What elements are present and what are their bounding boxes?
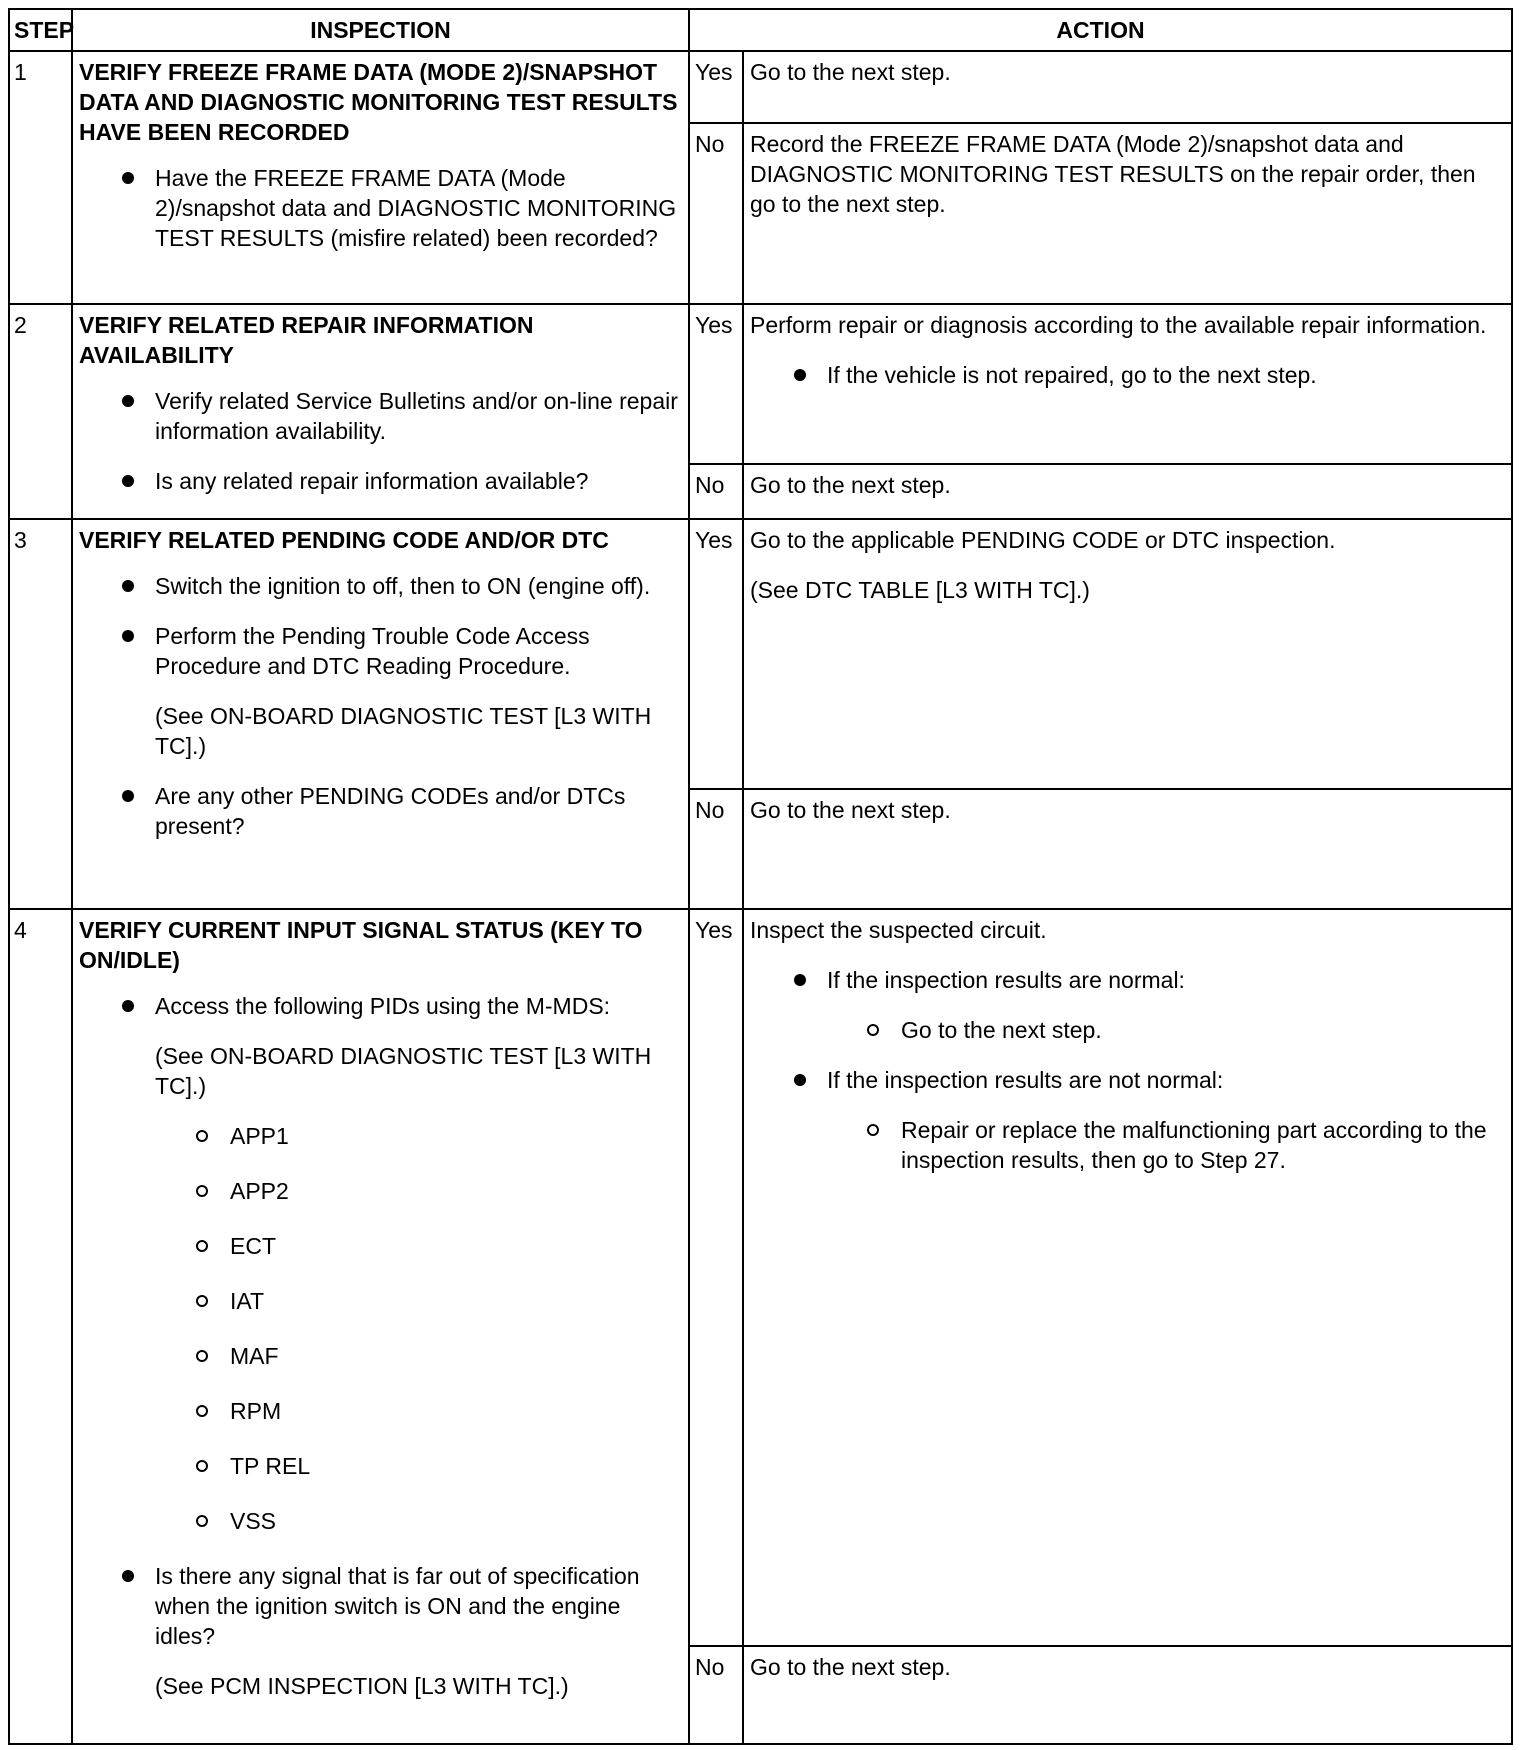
yes-action — [743, 51, 1512, 123]
action-text: Go to the next step. — [750, 797, 951, 824]
pid-item: APP2 — [79, 1176, 682, 1206]
yes-action — [743, 909, 1512, 1646]
no-label: No — [689, 464, 743, 519]
yes-action — [743, 519, 1512, 789]
inspection-item: Perform the Pending Trouble Code Access Procedure and DTC Reading Procedure. — [79, 621, 682, 681]
pid-item: IAT — [79, 1286, 682, 1316]
inspection-item: Switch the ignition to off, then to ON (engine off). — [79, 571, 682, 601]
inspection-item: Is there any signal that is far out of specification when the ignition switch is ON and the engine idles? — [79, 1561, 682, 1651]
step-title: VERIFY RELATED PENDING CODE AND/OR DTC — [79, 527, 609, 554]
step-3-yes-row — [9, 519, 1512, 789]
pid-item: RPM — [79, 1396, 682, 1426]
step-number: 3 — [9, 519, 72, 909]
inspection-item: Verify related Service Bulletins and/or on-line repair information availability. — [79, 386, 682, 446]
step-2-yes-row — [9, 304, 1512, 464]
reference-note: (See PCM INSPECTION [L3 WITH TC].) — [155, 1673, 569, 1700]
action-sub-bullet: Go to the next step. — [750, 1015, 1505, 1045]
step-number: 1 — [9, 51, 72, 304]
inspection-cell — [72, 304, 689, 519]
action-text: Go to the next step. — [750, 59, 951, 85]
step-4-yes-row — [9, 909, 1512, 1646]
step-1-yes-row — [9, 51, 1512, 123]
header-step: STEP — [9, 9, 72, 51]
step-title: VERIFY RELATED REPAIR INFORMATION AVAILABILITY — [79, 311, 534, 368]
step-title: VERIFY CURRENT INPUT SIGNAL STATUS (KEY TO ON/IDLE) — [79, 917, 643, 974]
pid-item: ECT — [79, 1231, 682, 1261]
inspection-item: Have the FREEZE FRAME DATA (Mode 2)/snapshot data and DIAGNOSTIC MONITORING TEST RESULTS (misfire related) been recorded? — [79, 163, 682, 253]
inspection-cell — [72, 519, 689, 909]
inspection-item: Access the following PIDs using the M-MDS: — [79, 991, 682, 1021]
inspection-cell — [72, 909, 689, 1744]
pid-item: MAF — [79, 1341, 682, 1371]
yes-label: Yes — [689, 519, 743, 789]
no-label: No — [689, 789, 743, 909]
pid-item: TP REL — [79, 1451, 682, 1481]
action-sub-bullet: Repair or replace the malfunctioning part according to the inspection results, then go to Step 27. — [750, 1115, 1505, 1175]
reference-note: (See DTC TABLE [L3 WITH TC].) — [750, 577, 1090, 604]
step-title: VERIFY FREEZE FRAME DATA (MODE 2)/SNAPSHOT DATA AND DIAGNOSTIC MONITORING TEST RESULTS HAVE BEEN RECORDED — [79, 59, 678, 145]
header-inspection: INSPECTION — [72, 9, 689, 51]
step-number: 4 — [9, 909, 72, 1744]
yes-label: Yes — [689, 51, 743, 123]
inspection-cell — [72, 51, 689, 304]
no-action — [743, 123, 1512, 304]
yes-label: Yes — [689, 909, 743, 1646]
no-label: No — [689, 1646, 743, 1744]
action-text: Record the FREEZE FRAME DATA (Mode 2)/snapshot data and DIAGNOSTIC MONITORING TEST RESULTS on the repair order, then go to the next step. — [750, 131, 1476, 218]
no-label: No — [689, 123, 743, 304]
pid-item: VSS — [79, 1506, 682, 1536]
pid-item: APP1 — [79, 1121, 682, 1151]
header-action: ACTION — [689, 9, 1512, 51]
inspection-item: Is any related repair information available? — [79, 466, 682, 496]
action-bullet: If the vehicle is not repaired, go to the next step. — [750, 360, 1505, 390]
reference-note: (See ON-BOARD DIAGNOSTIC TEST [L3 WITH TC].) — [155, 1043, 652, 1100]
action-bullet: If the inspection results are not normal: — [750, 1065, 1505, 1095]
no-action — [743, 1646, 1512, 1744]
action-bullet: If the inspection results are normal: — [750, 965, 1505, 995]
no-action — [743, 464, 1512, 519]
action-text: Perform repair or diagnosis according to the available repair information. — [750, 311, 1487, 338]
reference-note: (See ON-BOARD DIAGNOSTIC TEST [L3 WITH TC].) — [155, 703, 652, 760]
yes-label: Yes — [689, 304, 743, 464]
yes-action — [743, 304, 1512, 464]
action-text: Go to the next step. — [750, 1654, 951, 1681]
diagnostic-procedure-table — [8, 8, 1513, 1745]
action-text: Go to the applicable PENDING CODE or DTC inspection. — [750, 527, 1336, 554]
action-text: Go to the next step. — [750, 472, 951, 499]
table-header-row — [9, 9, 1512, 51]
action-text: Inspect the suspected circuit. — [750, 917, 1047, 944]
inspection-item: Are any other PENDING CODEs and/or DTCs present? — [79, 781, 682, 841]
step-number: 2 — [9, 304, 72, 519]
no-action — [743, 789, 1512, 909]
